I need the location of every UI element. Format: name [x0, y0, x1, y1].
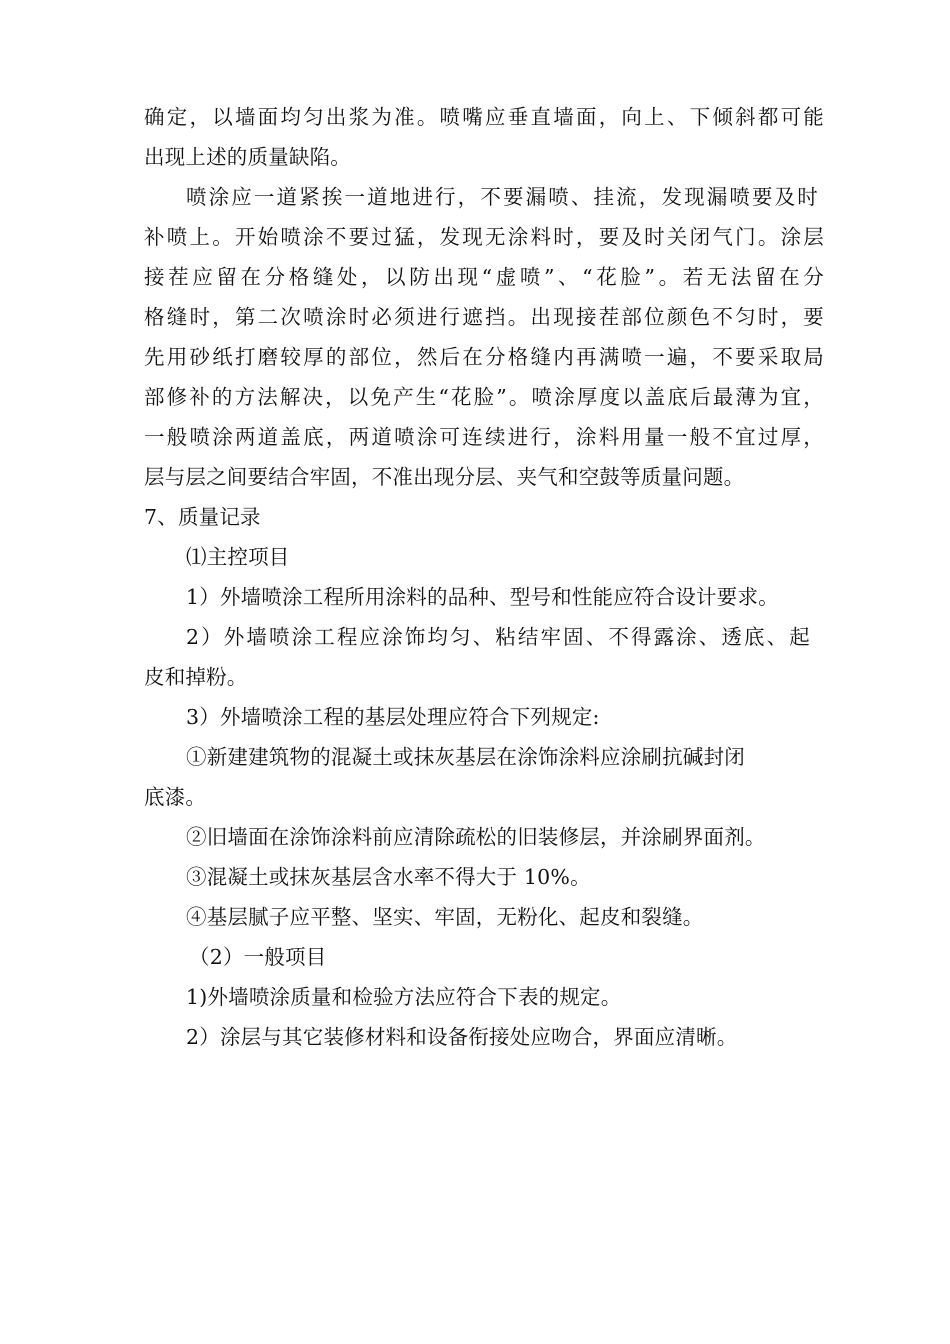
list-item: ①新建建筑物的混凝土或抹灰基层在涂饰涂料应涂刷抗碱封闭: [186, 745, 745, 769]
section-heading: 7、质量记录: [144, 505, 261, 529]
list-item: 1)外墙喷涂质量和检验方法应符合下表的规定。: [186, 985, 622, 1009]
list-item: ③混凝土或抹灰基层含水率不得大于 10%。: [186, 865, 591, 889]
list-item: 3）外墙喷涂工程的基层处理应符合下列规定:: [186, 705, 600, 729]
list-item: 1）外墙喷涂工程所用涂料的品种、型号和性能应符合设计要求。: [186, 585, 779, 609]
paragraph-line: 部修补的方法解决，以免产生“花脸”。喷涂厚度以盖底后最薄为宜，: [144, 385, 824, 409]
paragraph-line: 格缝时，第二次喷涂时必须进行遮挡。出现接茬部位颜色不匀时，要: [144, 305, 824, 329]
list-item: ④基层腻子应平整、坚实、牢固，无粉化、起皮和裂缝。: [186, 905, 704, 929]
list-item-continued: 皮和掉粉。: [144, 665, 248, 689]
paragraph-line: 确定，以墙面均匀出浆为准。喷嘴应垂直墙面，向上、下倾斜都可能: [144, 105, 824, 129]
list-item: 2）涂层与其它装修材料和设备衔接处应吻合，界面应清晰。: [186, 1025, 738, 1049]
paragraph-line: 出现上述的质量缺陷。: [144, 145, 351, 169]
subsection-heading: （2）一般项目: [189, 945, 327, 969]
paragraph-line: 先用砂纸打磨较厚的部位，然后在分格缝内再满喷一遍，不要采取局: [144, 345, 824, 369]
paragraph-line: 喷涂应一道紧挨一道地进行，不要漏喷、挂流，发现漏喷要及时: [186, 185, 818, 209]
paragraph-line: 一般喷涂两道盖底，两道喷涂可连续进行，涂料用量一般不宜过厚，: [144, 425, 824, 449]
paragraph-line: 接茬应留在分格缝处，以防出现“虚喷”、“花脸”。若无法留在分: [144, 265, 824, 289]
paragraph-line: 补喷上。开始喷涂不要过猛，发现无涂料时，要及时关闭气门。涂层: [144, 225, 824, 249]
list-item: ②旧墙面在涂饰涂料前应清除疏松的旧装修层，并涂刷界面剂。: [186, 825, 766, 849]
list-item-continued: 底漆。: [144, 785, 207, 809]
list-item: 2）外墙喷涂工程应涂饰均匀、粘结牢固、不得露涂、透底、起: [186, 625, 810, 649]
paragraph-line: 层与层之间要结合牢固，不准出现分层、夹气和空鼓等质量问题。: [144, 465, 745, 489]
subsection-heading: ⑴主控项目: [186, 545, 290, 569]
